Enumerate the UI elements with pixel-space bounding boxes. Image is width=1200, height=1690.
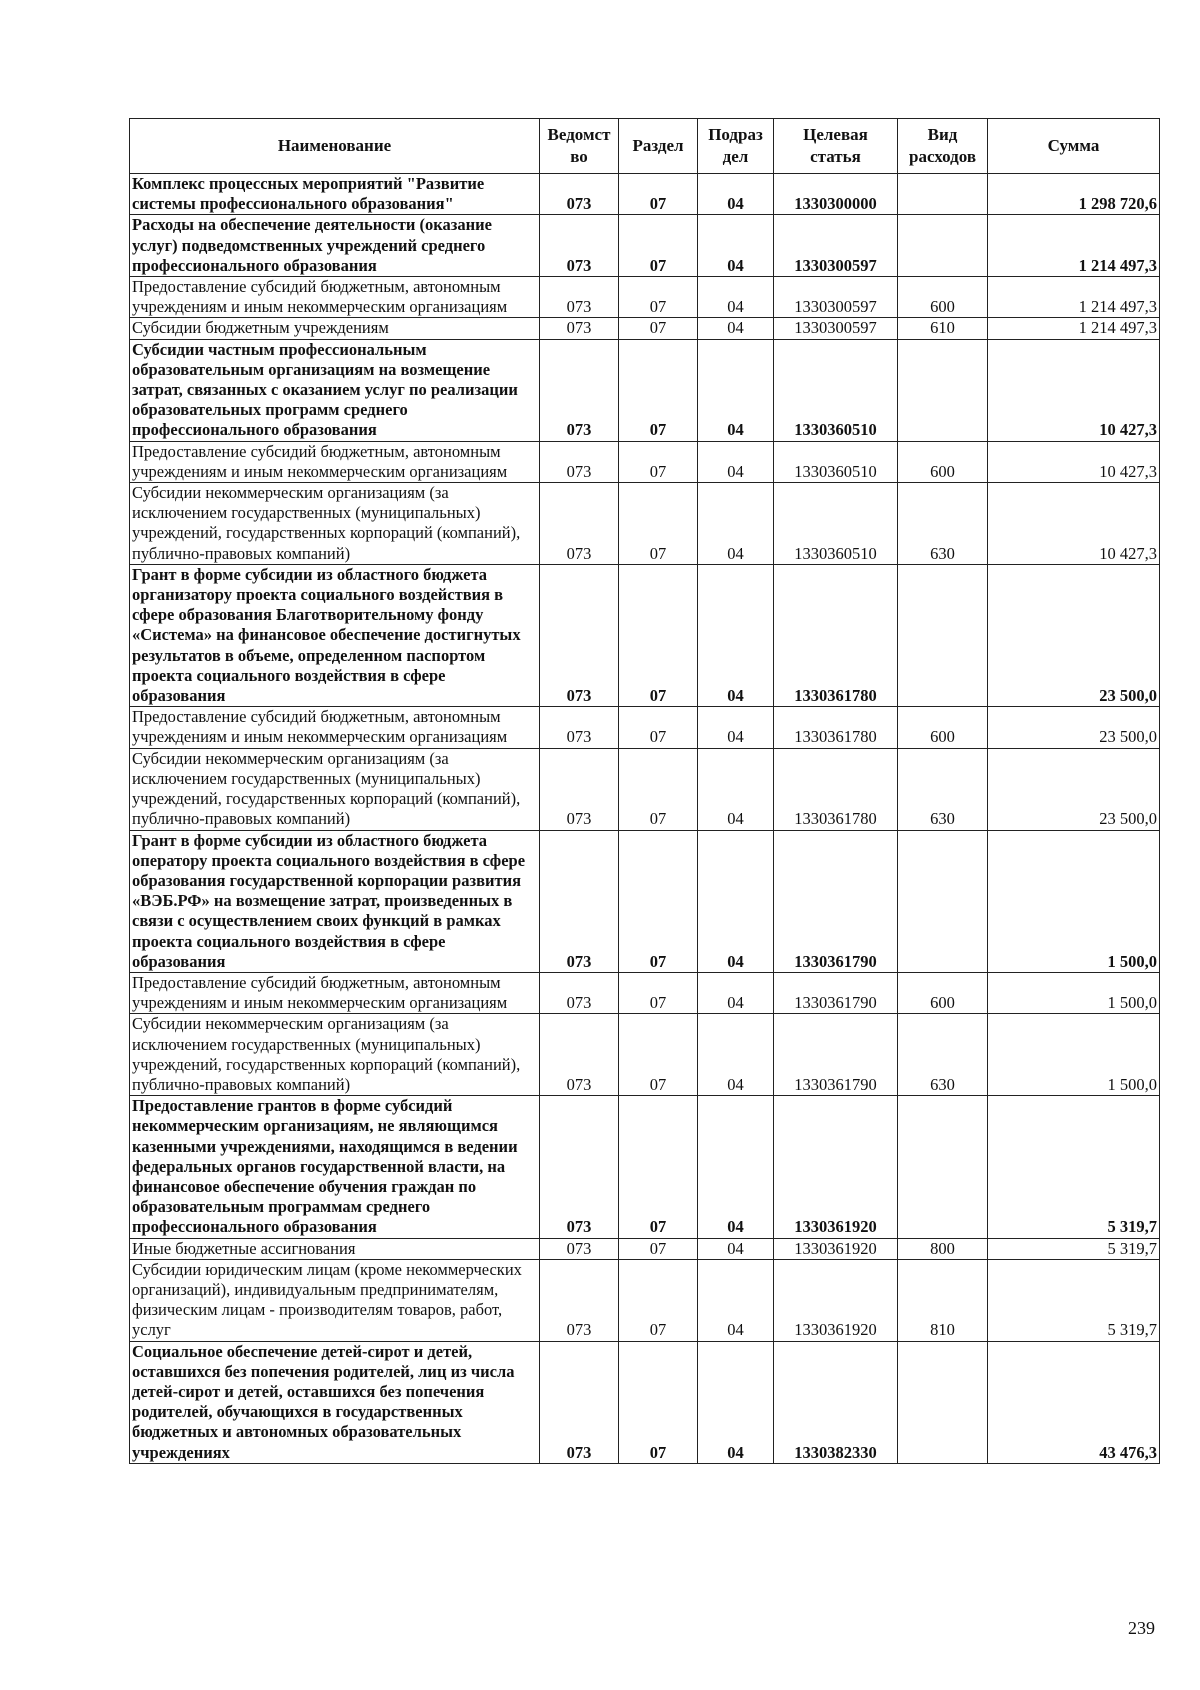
cell-dept: 073: [540, 339, 619, 441]
cell-name: Предоставление субсидий бюджетным, автономным учреждениям и иным некоммерческим организациям: [130, 441, 540, 482]
table-row: [130, 339, 1160, 441]
cell-sum: 10 427,3: [988, 339, 1160, 441]
cell-target: 1330300597: [774, 318, 898, 339]
cell-name: Комплекс процессных мероприятий "Развитие системы профессионального образования": [130, 174, 540, 215]
cell-section: 07: [619, 277, 698, 318]
cell-sum: 5 319,7: [988, 1259, 1160, 1341]
header-sum: Сумма: [988, 119, 1160, 174]
header-subsection: Подраз дел: [698, 119, 774, 174]
cell-subsection: 04: [698, 707, 774, 748]
cell-section: 07: [619, 441, 698, 482]
cell-subsection: 04: [698, 441, 774, 482]
cell-subsection: 04: [698, 215, 774, 277]
cell-dept: 073: [540, 748, 619, 830]
cell-subsection: 04: [698, 748, 774, 830]
table-row: [130, 707, 1160, 748]
cell-sum: 10 427,3: [988, 441, 1160, 482]
cell-target: 1330361920: [774, 1238, 898, 1259]
cell-sum: 23 500,0: [988, 564, 1160, 706]
cell-section: 07: [619, 1341, 698, 1463]
cell-dept: 073: [540, 277, 619, 318]
cell-sum: 1 214 497,3: [988, 318, 1160, 339]
cell-section: 07: [619, 339, 698, 441]
cell-target: 1330360510: [774, 483, 898, 565]
cell-subsection: 04: [698, 483, 774, 565]
page-number: 239: [1128, 1618, 1155, 1638]
cell-dept: 073: [540, 483, 619, 565]
cell-type: 630: [898, 483, 988, 565]
cell-type: [898, 830, 988, 972]
table-row: [130, 1341, 1160, 1463]
cell-name: Грант в форме субсидии из областного бюджета оператору проекта социального воздействия в сфере образования государственной корпорации развития «ВЭБ.РФ» на возмещение затрат, произведенных в связи с осуществлением своих функций в рамках проекта социального воздействия в сфере образования: [130, 830, 540, 972]
cell-type: [898, 174, 988, 215]
cell-subsection: 04: [698, 1014, 774, 1096]
table-header-row: [130, 119, 1160, 174]
cell-name: Расходы на обеспечение деятельности (оказание услуг) подведомственных учреждений среднего профессионального образования: [130, 215, 540, 277]
cell-name: Социальное обеспечение детей-сирот и детей, оставшихся без попечения родителей, лиц из числа детей-сирот и детей, оставшихся без попечения родителей, обучающихся в государственных бюджетных и автономных образовательных учреждениях: [130, 1341, 540, 1463]
cell-dept: 073: [540, 707, 619, 748]
cell-name: Предоставление субсидий бюджетным, автономным учреждениям и иным некоммерческим организациям: [130, 707, 540, 748]
header-dept: Ведомст во: [540, 119, 619, 174]
header-target: Целевая статья: [774, 119, 898, 174]
cell-type: [898, 1341, 988, 1463]
cell-name: Предоставление субсидий бюджетным, автономным учреждениям и иным некоммерческим организациям: [130, 277, 540, 318]
cell-target: 1330361780: [774, 707, 898, 748]
cell-sum: 1 214 497,3: [988, 215, 1160, 277]
cell-section: 07: [619, 1259, 698, 1341]
cell-subsection: 04: [698, 318, 774, 339]
cell-type: 600: [898, 441, 988, 482]
cell-section: 07: [619, 174, 698, 215]
cell-sum: 10 427,3: [988, 483, 1160, 565]
cell-sum: 23 500,0: [988, 707, 1160, 748]
cell-sum: 1 500,0: [988, 1014, 1160, 1096]
cell-dept: 073: [540, 441, 619, 482]
cell-subsection: 04: [698, 830, 774, 972]
cell-dept: 073: [540, 1341, 619, 1463]
cell-name: Иные бюджетные ассигнования: [130, 1238, 540, 1259]
cell-dept: 073: [540, 1096, 619, 1238]
table-row: [130, 318, 1160, 339]
cell-dept: 073: [540, 564, 619, 706]
cell-section: 07: [619, 830, 698, 972]
cell-sum: 1 500,0: [988, 972, 1160, 1013]
cell-type: [898, 1096, 988, 1238]
budget-table: [129, 118, 1160, 1464]
table-row: [130, 972, 1160, 1013]
cell-subsection: 04: [698, 174, 774, 215]
table-row: [130, 483, 1160, 565]
header-name: Наименование: [130, 119, 540, 174]
cell-sum: 5 319,7: [988, 1096, 1160, 1238]
table-body: [130, 174, 1160, 1464]
cell-dept: 073: [540, 318, 619, 339]
cell-section: 07: [619, 1014, 698, 1096]
cell-type: 810: [898, 1259, 988, 1341]
cell-type: [898, 215, 988, 277]
cell-dept: 073: [540, 215, 619, 277]
cell-name: Субсидии юридическим лицам (кроме некоммерческих организаций), индивидуальным предпринимателям, физическим лицам - производителям товаров, работ, услуг: [130, 1259, 540, 1341]
cell-target: 1330361790: [774, 1014, 898, 1096]
cell-target: 1330361780: [774, 748, 898, 830]
table-row: [130, 830, 1160, 972]
cell-target: 1330300597: [774, 215, 898, 277]
cell-sum: 1 214 497,3: [988, 277, 1160, 318]
cell-subsection: 04: [698, 1341, 774, 1463]
cell-name: Предоставление субсидий бюджетным, автономным учреждениям и иным некоммерческим организациям: [130, 972, 540, 1013]
table-row: [130, 1259, 1160, 1341]
table-row: [130, 441, 1160, 482]
cell-type: [898, 339, 988, 441]
table-row: [130, 1014, 1160, 1096]
cell-dept: 073: [540, 1014, 619, 1096]
cell-type: 600: [898, 277, 988, 318]
cell-type: [898, 564, 988, 706]
cell-section: 07: [619, 483, 698, 565]
cell-section: 07: [619, 748, 698, 830]
table-row: [130, 215, 1160, 277]
table-row: [130, 277, 1160, 318]
cell-subsection: 04: [698, 277, 774, 318]
cell-sum: 5 319,7: [988, 1238, 1160, 1259]
cell-target: 1330361790: [774, 972, 898, 1013]
cell-target: 1330361920: [774, 1259, 898, 1341]
cell-subsection: 04: [698, 1238, 774, 1259]
cell-type: 600: [898, 972, 988, 1013]
cell-name: Субсидии некоммерческим организациям (за исключением государственных (муниципальных) учреждений, государственных корпораций (компаний), публично-правовых компаний): [130, 748, 540, 830]
cell-subsection: 04: [698, 339, 774, 441]
cell-dept: 073: [540, 1238, 619, 1259]
cell-type: 630: [898, 1014, 988, 1096]
cell-target: 1330361920: [774, 1096, 898, 1238]
cell-subsection: 04: [698, 1259, 774, 1341]
header-section: Раздел: [619, 119, 698, 174]
cell-target: 1330300597: [774, 277, 898, 318]
cell-section: 07: [619, 215, 698, 277]
cell-sum: 1 500,0: [988, 830, 1160, 972]
cell-name: Субсидии некоммерческим организациям (за исключением государственных (муниципальных) учреждений, государственных корпораций (компаний), публично-правовых компаний): [130, 1014, 540, 1096]
header-type: Вид расходов: [898, 119, 988, 174]
cell-type: 800: [898, 1238, 988, 1259]
cell-section: 07: [619, 318, 698, 339]
cell-target: 1330382330: [774, 1341, 898, 1463]
cell-type: 630: [898, 748, 988, 830]
cell-target: 1330360510: [774, 441, 898, 482]
cell-sum: 43 476,3: [988, 1341, 1160, 1463]
cell-target: 1330360510: [774, 339, 898, 441]
table-row: [130, 564, 1160, 706]
cell-sum: 1 298 720,6: [988, 174, 1160, 215]
cell-type: 610: [898, 318, 988, 339]
table-row: [130, 174, 1160, 215]
cell-section: 07: [619, 972, 698, 1013]
cell-target: 1330300000: [774, 174, 898, 215]
cell-sum: 23 500,0: [988, 748, 1160, 830]
cell-target: 1330361780: [774, 564, 898, 706]
cell-name: Субсидии некоммерческим организациям (за исключением государственных (муниципальных) учреждений, государственных корпораций (компаний), публично-правовых компаний): [130, 483, 540, 565]
cell-dept: 073: [540, 174, 619, 215]
cell-section: 07: [619, 1238, 698, 1259]
cell-subsection: 04: [698, 972, 774, 1013]
table-row: [130, 748, 1160, 830]
cell-target: 1330361790: [774, 830, 898, 972]
cell-subsection: 04: [698, 564, 774, 706]
table-row: [130, 1238, 1160, 1259]
cell-name: Грант в форме субсидии из областного бюджета организатору проекта социального воздействия в сфере образования Благотворительному фонду «Система» на финансовое обеспечение достигнутых результатов в объеме, определенном паспортом проекта социального воздействия в сфере образования: [130, 564, 540, 706]
cell-dept: 073: [540, 1259, 619, 1341]
cell-type: 600: [898, 707, 988, 748]
cell-name: Субсидии частным профессиональным образовательным организациям на возмещение затрат, связанных с оказанием услуг по реализации образовательных программ среднего профессионального образования: [130, 339, 540, 441]
cell-name: Субсидии бюджетным учреждениям: [130, 318, 540, 339]
cell-section: 07: [619, 707, 698, 748]
cell-section: 07: [619, 1096, 698, 1238]
cell-dept: 073: [540, 830, 619, 972]
cell-name: Предоставление грантов в форме субсидий некоммерческим организациям, не являющимся казенными учреждениями, находящимся в ведении федеральных органов государственной власти, на финансовое обеспечение обучения граждан по образовательным программам среднего профессионального образования: [130, 1096, 540, 1238]
table-row: [130, 1096, 1160, 1238]
cell-subsection: 04: [698, 1096, 774, 1238]
cell-section: 07: [619, 564, 698, 706]
cell-dept: 073: [540, 972, 619, 1013]
